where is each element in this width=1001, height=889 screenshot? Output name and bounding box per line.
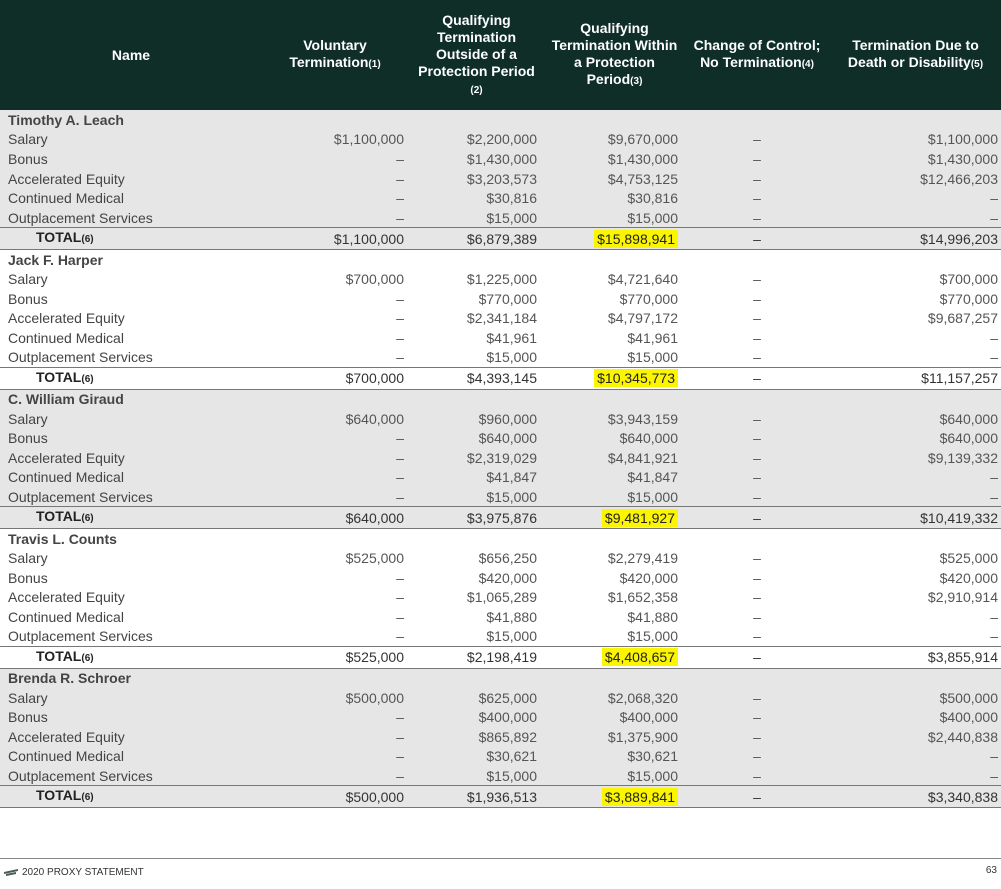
table-row bbox=[0, 607, 1001, 627]
cell-death: $1,100,000 bbox=[830, 130, 1001, 150]
total-footnote-marker: (6) bbox=[81, 234, 94, 246]
empty-cell bbox=[830, 250, 1001, 270]
total-within bbox=[545, 786, 684, 808]
cell-voluntary: – bbox=[262, 169, 408, 189]
cell-change-control: – bbox=[684, 289, 830, 309]
table-row bbox=[0, 468, 1001, 488]
table-row bbox=[0, 208, 1001, 228]
header-within-protection: Qualifying Termination Within a Protection Period(3) bbox=[545, 0, 684, 110]
total-outside: $4,393,145 bbox=[408, 367, 545, 389]
table-row bbox=[0, 587, 1001, 607]
cell-voluntary: – bbox=[262, 188, 408, 208]
cell-death: – bbox=[830, 348, 1001, 368]
table-header bbox=[0, 0, 1001, 110]
cell-outside: $400,000 bbox=[408, 707, 545, 727]
total-within bbox=[545, 507, 684, 529]
cell-death: $400,000 bbox=[830, 707, 1001, 727]
cell-death: – bbox=[830, 607, 1001, 627]
total-death: $3,855,914 bbox=[830, 646, 1001, 668]
table-row bbox=[0, 568, 1001, 588]
cell-outside: $2,341,184 bbox=[408, 308, 545, 328]
empty-cell bbox=[830, 668, 1001, 688]
cell-change-control: – bbox=[684, 308, 830, 328]
cell-change-control: – bbox=[684, 428, 830, 448]
highlighted-value: $3,889,841 bbox=[602, 788, 678, 806]
total-row bbox=[0, 228, 1001, 250]
cell-change-control: – bbox=[684, 766, 830, 786]
highlighted-value: $10,345,773 bbox=[594, 369, 678, 387]
row-label-salary: Salary bbox=[0, 548, 262, 568]
total-label-text: TOTAL bbox=[36, 368, 82, 385]
row-label-medical: Continued Medical bbox=[0, 328, 262, 348]
cell-voluntary: – bbox=[262, 487, 408, 507]
row-label-equity: Accelerated Equity bbox=[0, 448, 262, 468]
empty-cell bbox=[545, 250, 684, 270]
cell-voluntary: – bbox=[262, 428, 408, 448]
cell-within: $420,000 bbox=[545, 568, 684, 588]
table-row bbox=[0, 428, 1001, 448]
cell-voluntary: – bbox=[262, 607, 408, 627]
empty-cell bbox=[408, 110, 545, 130]
total-voluntary: $640,000 bbox=[262, 507, 408, 529]
cell-outside: $1,430,000 bbox=[408, 149, 545, 169]
cell-change-control: – bbox=[684, 208, 830, 228]
cell-outside: $41,847 bbox=[408, 468, 545, 488]
cell-within: $4,797,172 bbox=[545, 308, 684, 328]
total-voluntary: $525,000 bbox=[262, 646, 408, 668]
cell-death: $9,139,332 bbox=[830, 448, 1001, 468]
row-label-equity: Accelerated Equity bbox=[0, 727, 262, 747]
cell-within: $4,721,640 bbox=[545, 269, 684, 289]
total-footnote-marker: (6) bbox=[81, 792, 94, 804]
cell-outside: $30,621 bbox=[408, 747, 545, 767]
row-label-outplacement: Outplacement Services bbox=[0, 208, 262, 228]
cell-change-control: – bbox=[684, 328, 830, 348]
empty-cell bbox=[262, 389, 408, 409]
header-name: Name bbox=[0, 0, 262, 110]
empty-cell bbox=[408, 389, 545, 409]
cell-outside: $3,203,573 bbox=[408, 169, 545, 189]
cell-death: – bbox=[830, 766, 1001, 786]
cell-voluntary: – bbox=[262, 289, 408, 309]
empty-cell bbox=[262, 110, 408, 130]
cell-outside: $30,816 bbox=[408, 188, 545, 208]
cell-within: $15,000 bbox=[545, 208, 684, 228]
table-row bbox=[0, 328, 1001, 348]
cell-death: $500,000 bbox=[830, 688, 1001, 708]
cell-voluntary: – bbox=[262, 727, 408, 747]
header-voluntary: Voluntary Termination(1) bbox=[262, 0, 408, 110]
empty-cell bbox=[830, 529, 1001, 549]
table-row bbox=[0, 707, 1001, 727]
row-label-bonus: Bonus bbox=[0, 707, 262, 727]
empty-cell bbox=[684, 250, 830, 270]
total-outside: $1,936,513 bbox=[408, 786, 545, 808]
header-outside-protection: Qualifying Termination Outside of a Protection Period (2) bbox=[408, 0, 545, 110]
cell-death: – bbox=[830, 468, 1001, 488]
total-label-text: TOTAL bbox=[36, 229, 82, 246]
executive-name: C. William Giraud bbox=[0, 389, 262, 409]
total-outside: $6,879,389 bbox=[408, 228, 545, 250]
row-label-bonus: Bonus bbox=[0, 149, 262, 169]
cell-death: $9,687,257 bbox=[830, 308, 1001, 328]
cell-death: $770,000 bbox=[830, 289, 1001, 309]
executive-name: Timothy A. Leach bbox=[0, 110, 262, 130]
total-within bbox=[545, 228, 684, 250]
row-label-medical: Continued Medical bbox=[0, 607, 262, 627]
footer-label: 2020 PROXY STATEMENT bbox=[22, 867, 144, 878]
cell-within: $41,847 bbox=[545, 468, 684, 488]
cell-change-control: – bbox=[684, 130, 830, 150]
total-voluntary: $700,000 bbox=[262, 367, 408, 389]
cell-outside: $960,000 bbox=[408, 409, 545, 429]
cell-within: $30,816 bbox=[545, 188, 684, 208]
executive-name-row bbox=[0, 529, 1001, 549]
cell-voluntary: – bbox=[262, 328, 408, 348]
highlighted-value: $9,481,927 bbox=[602, 509, 678, 527]
cell-change-control: – bbox=[684, 568, 830, 588]
row-label-outplacement: Outplacement Services bbox=[0, 348, 262, 368]
cell-voluntary: $525,000 bbox=[262, 548, 408, 568]
table-row bbox=[0, 169, 1001, 189]
empty-cell bbox=[262, 250, 408, 270]
table-row bbox=[0, 269, 1001, 289]
row-label-bonus: Bonus bbox=[0, 289, 262, 309]
cell-change-control: – bbox=[684, 607, 830, 627]
cell-change-control: – bbox=[684, 707, 830, 727]
executive-name-row bbox=[0, 389, 1001, 409]
empty-cell bbox=[545, 529, 684, 549]
cell-voluntary: – bbox=[262, 448, 408, 468]
cell-within: $30,621 bbox=[545, 747, 684, 767]
empty-cell bbox=[830, 110, 1001, 130]
company-logo-icon bbox=[4, 868, 18, 877]
executive-name: Brenda R. Schroer bbox=[0, 668, 262, 688]
cell-death: $640,000 bbox=[830, 428, 1001, 448]
total-label bbox=[0, 367, 262, 389]
cell-death: $2,440,838 bbox=[830, 727, 1001, 747]
cell-voluntary: – bbox=[262, 348, 408, 368]
cell-death: $2,910,914 bbox=[830, 587, 1001, 607]
total-row bbox=[0, 646, 1001, 668]
cell-within: $41,880 bbox=[545, 607, 684, 627]
cell-change-control: – bbox=[684, 169, 830, 189]
empty-cell bbox=[408, 668, 545, 688]
cell-voluntary: – bbox=[262, 208, 408, 228]
cell-change-control: – bbox=[684, 188, 830, 208]
row-label-bonus: Bonus bbox=[0, 428, 262, 448]
cell-change-control: – bbox=[684, 688, 830, 708]
total-change-control: – bbox=[684, 228, 830, 250]
cell-death: $525,000 bbox=[830, 548, 1001, 568]
total-change-control: – bbox=[684, 367, 830, 389]
cell-within: $3,943,159 bbox=[545, 409, 684, 429]
row-label-salary: Salary bbox=[0, 688, 262, 708]
total-death: $3,340,838 bbox=[830, 786, 1001, 808]
table-row bbox=[0, 289, 1001, 309]
cell-voluntary: $500,000 bbox=[262, 688, 408, 708]
executive-name: Travis L. Counts bbox=[0, 529, 262, 549]
cell-death: – bbox=[830, 188, 1001, 208]
cell-change-control: – bbox=[684, 149, 830, 169]
executive-block bbox=[0, 389, 1001, 529]
cell-voluntary: $640,000 bbox=[262, 409, 408, 429]
cell-death: – bbox=[830, 487, 1001, 507]
total-within bbox=[545, 646, 684, 668]
cell-change-control: – bbox=[684, 587, 830, 607]
table-row bbox=[0, 149, 1001, 169]
cell-outside: $865,892 bbox=[408, 727, 545, 747]
total-death: $11,157,257 bbox=[830, 367, 1001, 389]
total-death: $14,996,203 bbox=[830, 228, 1001, 250]
cell-outside: $15,000 bbox=[408, 208, 545, 228]
row-label-salary: Salary bbox=[0, 269, 262, 289]
executive-block bbox=[0, 668, 1001, 808]
cell-change-control: – bbox=[684, 487, 830, 507]
empty-cell bbox=[684, 529, 830, 549]
cell-outside: $41,961 bbox=[408, 328, 545, 348]
cell-death: $640,000 bbox=[830, 409, 1001, 429]
cell-within: $41,961 bbox=[545, 328, 684, 348]
cell-outside: $41,880 bbox=[408, 607, 545, 627]
empty-cell bbox=[830, 389, 1001, 409]
empty-cell bbox=[408, 250, 545, 270]
header-death-disability: Termination Due to Death or Disability(5) bbox=[830, 0, 1001, 110]
cell-change-control: – bbox=[684, 448, 830, 468]
empty-cell bbox=[684, 389, 830, 409]
header-change-of-control: Change of Control; No Termination(4) bbox=[684, 0, 830, 110]
cell-change-control: – bbox=[684, 627, 830, 647]
cell-change-control: – bbox=[684, 548, 830, 568]
cell-voluntary: – bbox=[262, 468, 408, 488]
total-label bbox=[0, 228, 262, 250]
total-outside: $2,198,419 bbox=[408, 646, 545, 668]
cell-change-control: – bbox=[684, 409, 830, 429]
cell-change-control: – bbox=[684, 468, 830, 488]
cell-within: $15,000 bbox=[545, 348, 684, 368]
cell-change-control: – bbox=[684, 747, 830, 767]
total-label bbox=[0, 507, 262, 529]
empty-cell bbox=[262, 529, 408, 549]
cell-outside: $2,319,029 bbox=[408, 448, 545, 468]
row-label-salary: Salary bbox=[0, 130, 262, 150]
table-row bbox=[0, 766, 1001, 786]
cell-death: $700,000 bbox=[830, 269, 1001, 289]
cell-outside: $1,225,000 bbox=[408, 269, 545, 289]
cell-death: – bbox=[830, 747, 1001, 767]
table-row bbox=[0, 409, 1001, 429]
row-label-medical: Continued Medical bbox=[0, 747, 262, 767]
table-row bbox=[0, 130, 1001, 150]
cell-voluntary: – bbox=[262, 568, 408, 588]
total-voluntary: $500,000 bbox=[262, 786, 408, 808]
total-label bbox=[0, 646, 262, 668]
cell-within: $4,841,921 bbox=[545, 448, 684, 468]
table-row bbox=[0, 727, 1001, 747]
row-label-outplacement: Outplacement Services bbox=[0, 627, 262, 647]
total-row bbox=[0, 786, 1001, 808]
row-label-outplacement: Outplacement Services bbox=[0, 487, 262, 507]
cell-within: $1,430,000 bbox=[545, 149, 684, 169]
table-row bbox=[0, 308, 1001, 328]
executive-name: Jack F. Harper bbox=[0, 250, 262, 270]
total-row bbox=[0, 507, 1001, 529]
executive-block bbox=[0, 110, 1001, 250]
empty-cell bbox=[545, 389, 684, 409]
table-row bbox=[0, 448, 1001, 468]
cell-outside: $640,000 bbox=[408, 428, 545, 448]
cell-outside: $15,000 bbox=[408, 487, 545, 507]
cell-change-control: – bbox=[684, 348, 830, 368]
cell-within: $15,000 bbox=[545, 766, 684, 786]
cell-outside: $625,000 bbox=[408, 688, 545, 708]
cell-outside: $15,000 bbox=[408, 348, 545, 368]
total-outside: $3,975,876 bbox=[408, 507, 545, 529]
total-change-control: – bbox=[684, 646, 830, 668]
cell-within: $1,652,358 bbox=[545, 587, 684, 607]
total-label-text: TOTAL bbox=[36, 787, 82, 804]
cell-voluntary: $1,100,000 bbox=[262, 130, 408, 150]
cell-voluntary: – bbox=[262, 707, 408, 727]
empty-cell bbox=[684, 668, 830, 688]
row-label-outplacement: Outplacement Services bbox=[0, 766, 262, 786]
cell-outside: $770,000 bbox=[408, 289, 545, 309]
executive-block bbox=[0, 529, 1001, 669]
empty-cell bbox=[545, 110, 684, 130]
executive-block bbox=[0, 250, 1001, 390]
highlighted-value: $4,408,657 bbox=[602, 648, 678, 666]
cell-outside: $656,250 bbox=[408, 548, 545, 568]
row-label-equity: Accelerated Equity bbox=[0, 169, 262, 189]
table-row bbox=[0, 747, 1001, 767]
total-footnote-marker: (6) bbox=[81, 513, 94, 525]
cell-death: – bbox=[830, 627, 1001, 647]
cell-voluntary: – bbox=[262, 149, 408, 169]
page-footer bbox=[0, 858, 1001, 889]
table-row bbox=[0, 548, 1001, 568]
cell-death: $12,466,203 bbox=[830, 169, 1001, 189]
cell-within: $400,000 bbox=[545, 707, 684, 727]
table-row bbox=[0, 348, 1001, 368]
executive-name-row bbox=[0, 668, 1001, 688]
cell-within: $15,000 bbox=[545, 487, 684, 507]
total-death: $10,419,332 bbox=[830, 507, 1001, 529]
cell-change-control: – bbox=[684, 269, 830, 289]
executive-name-row bbox=[0, 250, 1001, 270]
total-label bbox=[0, 786, 262, 808]
total-voluntary: $1,100,000 bbox=[262, 228, 408, 250]
cell-voluntary: – bbox=[262, 747, 408, 767]
cell-outside: $2,200,000 bbox=[408, 130, 545, 150]
cell-outside: $15,000 bbox=[408, 766, 545, 786]
cell-death: – bbox=[830, 208, 1001, 228]
row-label-medical: Continued Medical bbox=[0, 188, 262, 208]
total-label-text: TOTAL bbox=[36, 508, 82, 525]
cell-within: $4,753,125 bbox=[545, 169, 684, 189]
table-row bbox=[0, 487, 1001, 507]
row-label-equity: Accelerated Equity bbox=[0, 308, 262, 328]
cell-within: $15,000 bbox=[545, 627, 684, 647]
cell-voluntary: – bbox=[262, 587, 408, 607]
executive-name-row bbox=[0, 110, 1001, 130]
total-footnote-marker: (6) bbox=[81, 652, 94, 664]
page-number: 63 bbox=[985, 865, 997, 876]
total-row bbox=[0, 367, 1001, 389]
cell-within: $2,068,320 bbox=[545, 688, 684, 708]
total-footnote-marker: (6) bbox=[81, 373, 94, 385]
cell-voluntary: – bbox=[262, 766, 408, 786]
highlighted-value: $15,898,941 bbox=[594, 230, 678, 248]
empty-cell bbox=[408, 529, 545, 549]
row-label-equity: Accelerated Equity bbox=[0, 587, 262, 607]
cell-change-control: – bbox=[684, 727, 830, 747]
cell-within: $9,670,000 bbox=[545, 130, 684, 150]
table-row bbox=[0, 627, 1001, 647]
empty-cell bbox=[262, 668, 408, 688]
total-within bbox=[545, 367, 684, 389]
total-change-control: – bbox=[684, 507, 830, 529]
row-label-bonus: Bonus bbox=[0, 568, 262, 588]
total-change-control: – bbox=[684, 786, 830, 808]
empty-cell bbox=[684, 110, 830, 130]
cell-death: $1,430,000 bbox=[830, 149, 1001, 169]
cell-within: $640,000 bbox=[545, 428, 684, 448]
cell-within: $770,000 bbox=[545, 289, 684, 309]
cell-death: $420,000 bbox=[830, 568, 1001, 588]
cell-voluntary: – bbox=[262, 308, 408, 328]
row-label-medical: Continued Medical bbox=[0, 468, 262, 488]
cell-voluntary: – bbox=[262, 627, 408, 647]
table-row bbox=[0, 688, 1001, 708]
cell-within: $1,375,900 bbox=[545, 727, 684, 747]
cell-death: – bbox=[830, 328, 1001, 348]
cell-outside: $420,000 bbox=[408, 568, 545, 588]
table-row bbox=[0, 188, 1001, 208]
cell-outside: $15,000 bbox=[408, 627, 545, 647]
cell-within: $2,279,419 bbox=[545, 548, 684, 568]
empty-cell bbox=[545, 668, 684, 688]
cell-voluntary: $700,000 bbox=[262, 269, 408, 289]
row-label-salary: Salary bbox=[0, 409, 262, 429]
total-label-text: TOTAL bbox=[36, 647, 82, 664]
cell-outside: $1,065,289 bbox=[408, 587, 545, 607]
